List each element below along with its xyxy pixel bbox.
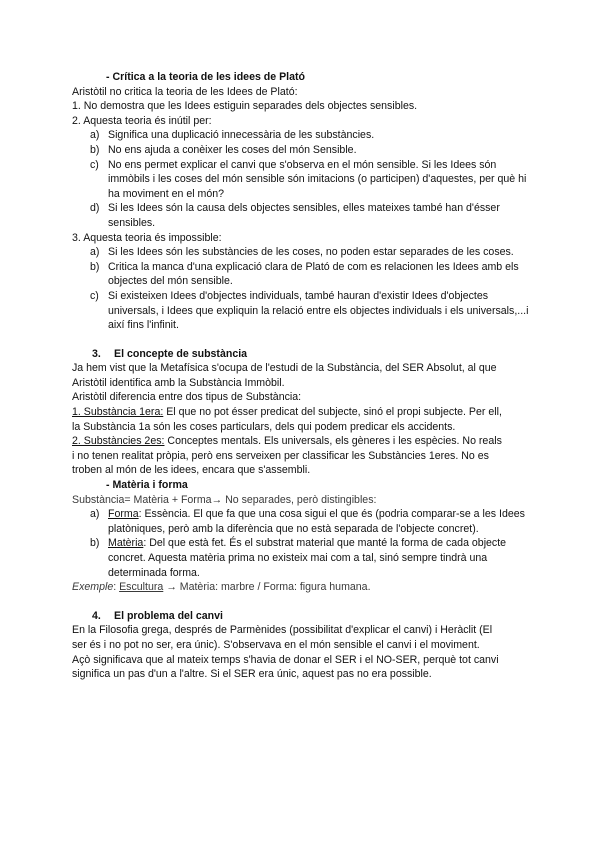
substance-2-definition: 2. Substàncies 2es: Conceptes mentals. Els universals, els gèneres i les espècies. No reals bbox=[72, 435, 502, 448]
substance-2-term: 2. Substàncies 2es: bbox=[72, 435, 165, 448]
substance-formula: Substància= Matèria + Forma→ No separades, però distingibles: bbox=[72, 493, 377, 506]
paragraph-line: ser és i no pot no ser, era únic). S'observava en el món sensible el canvi i el moviment. bbox=[72, 638, 480, 651]
list-item: c) Si existeixen Idees d'objectes individuals, també hauran d'existir Idees d'objectes universals, i Idees que expliquin la relació entre els objectes individuals i els universals,...i així fins l'infinit. bbox=[90, 289, 529, 332]
substance-1-term: 1. Substància 1era: bbox=[72, 406, 164, 419]
forma-term: Forma bbox=[108, 508, 139, 521]
list-item: a) Significa una duplicació innecessària de les substàncies. bbox=[90, 129, 375, 142]
paragraph-line: Açò significava que al mateix temps s'havia de donar el SER i el NO-SER, perquè tot canvi bbox=[72, 653, 499, 666]
materia-forma-heading: - Matèria i forma bbox=[106, 479, 188, 492]
list-item: b) Critica la manca d'una explicació clara de Plató de com es relacionen les Idees amb els objectes del món sensible. bbox=[90, 260, 519, 288]
section-4-heading: 4. El problema del canvi bbox=[92, 609, 223, 622]
critica-point-3: 3. Aquesta teoria és impossible: bbox=[72, 231, 222, 244]
paragraph-line: Aristòtil diferencia entre dos tipus de Substància: bbox=[72, 391, 302, 404]
list-item: d) Si les Idees són la causa dels objectes sensibles, elles mateixes també han d'ésser sensibles. bbox=[90, 202, 500, 229]
example-line: Exemple: Escultura → Matèria: marbre / Forma: figura humana. bbox=[72, 581, 371, 594]
critica-point-1: 1. No demostra que les Idees estiguin separades dels objectes sensibles. bbox=[72, 100, 418, 113]
materia-term: Matèria bbox=[108, 537, 144, 550]
critica-intro: Aristòtil no critica la teoria de les Idees de Plató: bbox=[72, 85, 298, 98]
paragraph-line: significa un pas d'un a l'altre. Si el SER era únic, aquest pas no era possible. bbox=[72, 668, 432, 681]
paragraph-line: i no tenen realitat pròpia, però ens serveixen per classificar les Substàncies 1eres. No es bbox=[72, 449, 489, 462]
paragraph-line: la Substància 1a són les coses particulars, dels qui podem predicar els accidents. bbox=[72, 420, 456, 433]
paragraph-line: troben al món de les idees, encara que s'assembli. bbox=[72, 464, 311, 477]
critica-point-2: 2. Aquesta teoria és inútil per: bbox=[72, 114, 212, 127]
paragraph-line: Aristòtil identifica amb la Substància Immòbil. bbox=[72, 376, 285, 389]
example-term: Escultura bbox=[119, 581, 164, 594]
paragraph-line: Ja hem vist que la Metafísica s'ocupa de l'estudi de la Substància, del SER Absolut, al que bbox=[72, 362, 497, 375]
list-item: a) Si les Idees són les substàncies de les coses, no poden estar separades de les coses. bbox=[90, 246, 514, 259]
section-3-heading: 3. El concepte de substància bbox=[92, 347, 248, 360]
list-item: b) No ens ajuda a conèixer les coses del món Sensible. bbox=[90, 143, 357, 156]
critica-heading: - Crítica a la teoria de les idees de Plató bbox=[106, 71, 306, 83]
document-page bbox=[72, 70, 532, 682]
paragraph-line: En la Filosofia grega, després de Parmènides (possibilitat d'explicar el canvi) i Heràclit (El bbox=[72, 624, 493, 637]
substance-1-definition: 1. Substància 1era: El que no pot ésser predicat del subjecte, sinó el propi subjecte. Per ell, bbox=[72, 406, 502, 419]
list-item: b) Matèria: Del que està fet. És el substrat material que manté la forma de cada objecte concret. Aquesta matèria prima no existeix mai com a tal, sinó sempre tindrà una determinada forma. bbox=[90, 537, 507, 579]
list-item: a) Forma: Essència. El que fa que una cosa sigui el que és (podria comparar-se a les Idees platòniques, però amb la diferència que no està separada de l'objecte concret). bbox=[90, 508, 525, 535]
list-item: c) No ens permet explicar el canvi que s'observa en el món sensible. Si les Idees són immòbils i les coses del món sensible són imitacions (o participen) d'aquestes, per què hi ha moviment en el món? bbox=[90, 158, 527, 200]
